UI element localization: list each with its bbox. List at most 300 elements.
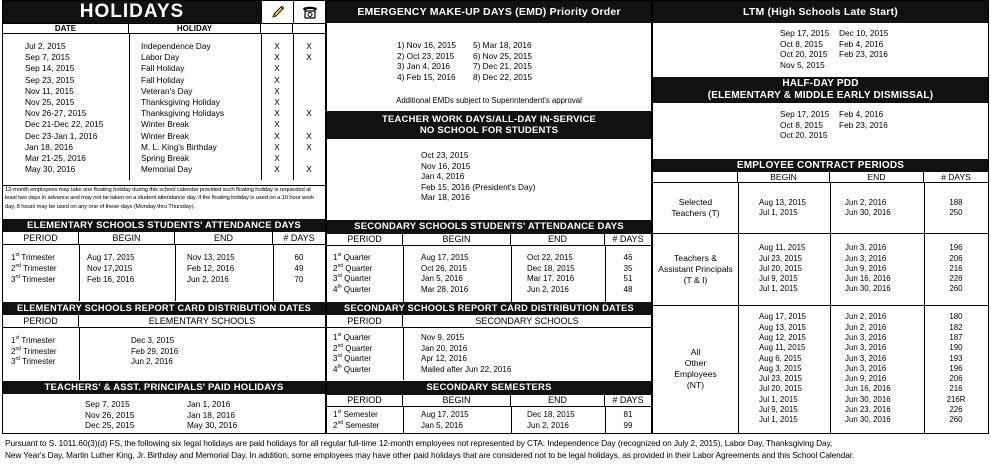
- pencil-mark: X: [274, 130, 280, 141]
- teacher-work-dates: [421, 150, 641, 203]
- begin-date: Aug 17, 2015: [421, 253, 469, 262]
- period-label: [333, 285, 403, 294]
- contract-title: EMPLOYEE CONTRACT PERIODS: [653, 159, 988, 172]
- holiday-name: Thanksgiving Holiday: [141, 97, 220, 107]
- period-suffix: st: [15, 335, 20, 341]
- holiday-date: Sep 14, 2015: [25, 63, 75, 74]
- teacher-work-title: [327, 111, 651, 139]
- period-number: 2: [11, 264, 16, 273]
- pencil-mark: X: [274, 164, 280, 175]
- period-suffix: st: [337, 409, 342, 415]
- day-count: 81: [623, 410, 633, 419]
- period-number: 1: [11, 336, 16, 345]
- period-name: Semester: [343, 420, 380, 430]
- hdr-end: END: [511, 234, 605, 245]
- period-label: [333, 354, 403, 363]
- period-label: [11, 347, 79, 356]
- holiday-date: Jan 18, 2016: [25, 141, 73, 152]
- pencil-mark: X: [274, 85, 280, 96]
- hdr-end: END: [511, 395, 605, 406]
- end-date: Jun 9, 2016: [845, 263, 887, 273]
- period-suffix: th: [337, 363, 342, 370]
- report-date: Apr 12, 2016: [421, 354, 467, 363]
- emd-list-right: [473, 40, 563, 82]
- list-item: Jan 18, 2016: [187, 409, 235, 420]
- pencil-mark: X: [274, 153, 280, 163]
- sec-report-rows: [327, 328, 651, 380]
- end-date: Feb 12, 2016: [187, 264, 235, 273]
- report-date: Mailed after Jun 22, 2016: [421, 364, 512, 374]
- period-name: Trimester: [19, 357, 56, 366]
- sec-semesters-title: SECONDARY SEMESTERS: [327, 381, 651, 395]
- period-name: Quarter: [341, 333, 371, 342]
- day-count: 51: [623, 274, 633, 283]
- list-item: Jan 1, 2016: [187, 399, 231, 409]
- list-item: Dec 25, 2015: [85, 420, 135, 430]
- hdr-begin: BEGIN: [738, 172, 830, 182]
- begin-date: Aug 3, 2015: [759, 363, 802, 373]
- list-item: 6) Nov 25, 2015: [473, 50, 533, 61]
- period-number: 2: [333, 343, 338, 353]
- col-phone: [293, 24, 325, 33]
- pencil-mark: X: [274, 97, 280, 107]
- pencil-icon: [270, 4, 286, 20]
- list-item: Sep 7, 2015: [85, 399, 130, 409]
- period-label: [333, 410, 403, 419]
- end-date: Jun 3, 2016: [845, 353, 887, 363]
- period-number: 4: [333, 364, 338, 374]
- period-label: [11, 336, 79, 345]
- employee-group-label: [653, 347, 738, 391]
- sec-report-headers: [327, 315, 651, 328]
- phone-mark: X: [306, 52, 312, 63]
- day-count: 250: [949, 208, 963, 217]
- half-day-list-right: [839, 109, 909, 130]
- holiday-date: May 30, 2016: [25, 164, 76, 175]
- end-date: Jun 16, 2016: [845, 384, 891, 394]
- period-name: Semester: [341, 410, 378, 419]
- elem-report-rows: [3, 328, 325, 380]
- group-divider: [653, 233, 988, 234]
- holiday-date: Sep 7, 2015: [25, 52, 70, 63]
- end-date: Jun 3, 2016: [845, 363, 887, 373]
- begin-date: Jan 5, 2016: [421, 420, 463, 430]
- holidays-title: HOLIDAYS: [3, 1, 261, 23]
- day-count: 188: [949, 197, 963, 207]
- end-date: Mar 17, 2016: [527, 274, 575, 283]
- list-item: 3) Jan 4, 2016: [397, 61, 451, 71]
- period-label: [11, 264, 79, 273]
- holiday-name: Winter Break: [141, 130, 189, 141]
- hdr-period: PERIOD: [327, 234, 403, 245]
- period-label: [333, 264, 403, 273]
- hdr-blank: [653, 172, 738, 182]
- pencil-mark: X: [274, 74, 280, 85]
- begin-date: Aug 17, 2015: [87, 253, 135, 262]
- elem-attendance-headers: [3, 232, 325, 245]
- day-count: 180: [949, 312, 963, 322]
- list-item: Feb 23, 2016: [839, 49, 888, 59]
- end-date: Jun 2, 2016: [527, 284, 569, 294]
- period-suffix: st: [15, 252, 20, 258]
- begin-date: Aug 11, 2015: [759, 243, 806, 253]
- holiday-date: Jul 2, 2015: [25, 41, 66, 51]
- column-middle: [326, 0, 652, 434]
- holidays-list: [3, 34, 325, 180]
- begin-date: Feb 16, 2016: [87, 275, 135, 284]
- pencil-mark: X: [274, 52, 280, 63]
- holiday-name: M. L. King's Birthday: [141, 141, 217, 152]
- day-count: 260: [949, 415, 963, 425]
- holidays-col-headers: [3, 23, 325, 34]
- phone-mark: X: [306, 141, 312, 152]
- phone-icon: [301, 4, 319, 20]
- half-day-title-line1: HALF-DAY PDD: [782, 78, 859, 89]
- period-suffix: nd: [337, 342, 344, 349]
- holiday-date: Sep 23, 2015: [25, 74, 75, 85]
- paid-holidays-right: [187, 399, 277, 431]
- begin-date: Aug 17, 2015: [421, 410, 469, 419]
- period-suffix: nd: [337, 419, 344, 426]
- col-holiday: HOLIDAY: [129, 24, 261, 33]
- holiday-name: Winter Break: [141, 119, 189, 130]
- day-count: 196: [949, 363, 963, 373]
- period-number: 3: [11, 275, 16, 284]
- list-item: Nov 16, 2015: [421, 160, 471, 171]
- pencil-mark: X: [274, 141, 280, 152]
- day-count: 260: [949, 284, 963, 294]
- teacher-work-title-line2: NO SCHOOL FOR STUDENTS: [419, 125, 559, 136]
- list-item: Feb 23, 2016: [839, 119, 888, 130]
- period-number: 3: [333, 354, 338, 363]
- sec-attendance-headers: [327, 234, 651, 246]
- report-date: Jun 2, 2016: [131, 357, 173, 366]
- footer-line-2: New Year's Day, Martin Luther King, Jr. Birthday and Memorial Day. In addition, some employees may have other paid holidays that are considered not to be legal holidays, as provided in their Labor Agreements and this School Calendar.: [5, 449, 855, 460]
- column-left: [2, 0, 326, 434]
- sec-attendance-rows: [327, 246, 651, 302]
- begin-date: Aug 13, 2015: [759, 322, 806, 332]
- floating-holiday-note: 12-month employees may take one floating holiday during this school calendar provided such floating holiday is requested at least two days in advance and may not be taken on a student attendance day. If the floating holiday is used on a 10 hour work day, 8 hours may be used on any one of these days (Monday thru Thursday).: [3, 185, 325, 219]
- half-day-title-line2: (ELEMENTARY & MIDDLE EARLY DISMISSAL): [707, 89, 934, 101]
- phone-mark: X: [306, 164, 312, 175]
- sec-semesters-headers: [327, 395, 651, 407]
- holiday-name: Thanksgiving Holidays: [141, 108, 225, 119]
- label-line: Teachers (T): [671, 208, 720, 218]
- list-item: Jan 4, 2016: [421, 171, 465, 181]
- phone-mark: X: [306, 130, 312, 141]
- day-count: 187: [949, 332, 963, 342]
- period-number: 2: [333, 263, 338, 273]
- day-count: 190: [949, 343, 963, 353]
- begin-date: Jan 5, 2016: [421, 274, 463, 283]
- period-number: 4: [333, 284, 338, 294]
- report-date: Nov 9, 2015: [421, 333, 465, 342]
- holidays-header: [3, 1, 325, 23]
- list-item: 5) Mar 18, 2016: [473, 40, 532, 50]
- day-count: 226: [949, 274, 963, 284]
- day-count: 49: [294, 264, 304, 273]
- hdr-secondary-schools: SECONDARY SCHOOLS: [475, 316, 579, 326]
- label-line: Employees: [674, 369, 717, 379]
- period-label: [333, 421, 403, 430]
- end-date: Jun 3, 2016: [845, 253, 887, 263]
- column-right: [652, 0, 989, 434]
- hdr-days: # DAYS: [612, 234, 644, 244]
- begin-date: Jul 1, 2015: [759, 415, 798, 425]
- end-date: Nov 13, 2015: [187, 253, 235, 262]
- period-label: [333, 253, 403, 262]
- list-item: Oct 20, 2015: [780, 49, 828, 59]
- period-suffix: nd: [15, 263, 22, 269]
- period-name: Quarter: [341, 354, 372, 363]
- period-suffix: rd: [15, 274, 20, 280]
- end-date: Jun 3, 2016: [845, 343, 887, 353]
- hdr-period: PERIOD: [327, 395, 403, 406]
- begin-date: Aug 17, 2015: [759, 312, 806, 322]
- period-name: Quarter: [341, 364, 371, 374]
- end-date: Jun 16, 2016: [845, 274, 891, 284]
- list-item: 4) Feb 15, 2016: [397, 71, 456, 82]
- day-count: 48: [623, 284, 633, 294]
- employee-group-label: [653, 197, 738, 219]
- day-count: 206: [949, 253, 963, 263]
- period-name: Trimester: [19, 275, 56, 284]
- holiday-name: Fall Holiday: [141, 63, 185, 74]
- report-date: Jan 20, 2016: [421, 343, 468, 353]
- begin-date: Jul 1, 2015: [759, 284, 798, 294]
- hdr-days: # DAYS: [612, 395, 644, 405]
- begin-date: Jul 1, 2015: [759, 394, 798, 404]
- elem-report-title: ELEMENTARY SCHOOLS REPORT CARD DISTRIBUTION DATES: [3, 302, 325, 315]
- label-line: (T & I): [683, 274, 708, 285]
- holiday-name: Veteran's Day: [141, 85, 193, 96]
- label-line: All: [690, 347, 701, 357]
- period-label: [11, 275, 79, 284]
- emd-note: Additional EMDs subject to Superintendent's approval: [396, 96, 582, 105]
- end-date: Jun 30, 2016: [845, 284, 891, 294]
- begin-date: Aug 13, 2015: [759, 197, 806, 207]
- list-item: Nov 5, 2015: [780, 59, 825, 70]
- hdr-begin: BEGIN: [403, 234, 511, 245]
- holiday-name: Fall Holiday: [141, 74, 185, 85]
- list-item: Oct 23, 2015: [421, 150, 469, 160]
- period-suffix: rd: [337, 353, 342, 359]
- employee-group-label: [653, 253, 738, 286]
- footer-line-1: Pursuant to S. 1011.60(3)(d) FS, the following six legal holidays are paid holidays for all regular full-time 12-month employees not represented by CTA: Independence Day (recognized on July 2, 2015), Labor Day, Thanksgiving Day,: [5, 438, 833, 448]
- period-name: Quarter: [341, 274, 372, 283]
- end-date: Jun 2, 2016: [187, 275, 229, 284]
- holiday-date: Nov 11, 2015: [25, 85, 74, 96]
- hdr-period: PERIOD: [3, 232, 79, 244]
- period-suffix: rd: [15, 356, 20, 362]
- pencil-mark: X: [274, 119, 280, 130]
- hdr-begin: BEGIN: [403, 395, 511, 406]
- end-date: Dec 18, 2015: [527, 263, 575, 273]
- period-number: 1: [333, 253, 338, 262]
- begin-date: Jul 20, 2015: [759, 263, 802, 273]
- day-count: 60: [294, 253, 304, 262]
- half-day-title: [653, 77, 988, 103]
- day-count: 182: [949, 322, 963, 332]
- list-item: Dec 10, 2015: [839, 28, 889, 38]
- period-name: Quarter: [343, 263, 373, 273]
- hdr-end: END: [830, 172, 924, 182]
- hdr-begin: BEGIN: [79, 232, 175, 244]
- period-suffix: th: [337, 283, 342, 290]
- day-count: 35: [623, 263, 633, 273]
- list-item: Nov 26, 2015: [85, 409, 135, 420]
- col-pencil: [261, 24, 293, 33]
- phone-mark: X: [306, 108, 312, 119]
- period-name: Trimester: [21, 264, 57, 273]
- holiday-date: Nov 26-27, 2015: [25, 108, 87, 119]
- begin-date: Mar 28, 2016: [421, 284, 469, 294]
- period-suffix: nd: [337, 262, 344, 269]
- holiday-name: Memorial Day: [141, 164, 193, 175]
- list-item: 1) Nov 16, 2015: [397, 40, 457, 50]
- emd-title: EMERGENCY MAKE-UP DAYS (EMD) Priority Order: [327, 1, 651, 23]
- period-label: [333, 274, 403, 283]
- list-item: Oct 8, 2015: [780, 38, 823, 49]
- list-item: Oct 8, 2015: [780, 119, 823, 130]
- begin-date: Nov 17,2015: [87, 264, 133, 273]
- day-count: 216: [949, 384, 963, 394]
- begin-date: Oct 26, 2015: [421, 263, 467, 273]
- period-label: [333, 365, 403, 374]
- holiday-date: Dec 23-Jan 1, 2016: [25, 130, 98, 141]
- period-number: 3: [11, 357, 16, 366]
- day-count: 216R: [946, 394, 966, 404]
- ltm-list-right: [839, 28, 909, 60]
- report-date: Feb 29, 2016: [131, 346, 179, 356]
- period-number: 1: [333, 333, 338, 342]
- holiday-name: Labor Day: [141, 52, 180, 63]
- end-date: Oct 22, 2015: [527, 253, 573, 262]
- period-name: Quarter: [341, 253, 371, 262]
- list-item: Feb 15, 2016 (President's Day): [421, 181, 536, 192]
- sec-semesters-rows: [327, 407, 651, 433]
- ltm-title: LTM (High Schools Late Start): [653, 1, 988, 23]
- period-label: [333, 344, 403, 353]
- footer-note: [5, 438, 989, 461]
- end-date: Jun 2, 2016: [845, 312, 887, 322]
- day-count: 193: [949, 353, 963, 363]
- begin-date: Jul 23, 2015: [759, 374, 802, 384]
- elem-report-headers: [3, 315, 325, 328]
- period-number: 2: [333, 420, 338, 430]
- label-line: Other: [684, 358, 707, 368]
- pencil-column-header: [261, 1, 293, 23]
- list-item: Sep 17, 2015: [780, 109, 830, 119]
- period-number: 2: [11, 346, 16, 356]
- label-line: Selected: [678, 197, 713, 207]
- list-item: 2) Oct 23, 2015: [397, 50, 455, 61]
- begin-date: Jul 23, 2015: [759, 253, 802, 263]
- day-count: 216: [949, 263, 963, 273]
- hdr-elementary-schools: ELEMENTARY SCHOOLS: [148, 316, 256, 326]
- end-date: Jun 3, 2016: [845, 243, 887, 253]
- end-date: Jun 2, 2016: [845, 322, 887, 332]
- list-item: Feb 4, 2016: [839, 38, 884, 49]
- end-date: Jun 9, 2016: [845, 374, 887, 384]
- hdr-period: PERIOD: [327, 315, 403, 327]
- list-item: May 30, 2016: [187, 420, 238, 430]
- label-line: (NT): [686, 380, 705, 390]
- begin-date: Aug 12, 2015: [759, 332, 806, 342]
- day-count: 99: [623, 420, 633, 430]
- period-name: Trimester: [19, 253, 55, 262]
- pencil-mark: X: [274, 63, 280, 74]
- teacher-work-title-line1: TEACHER WORK DAYS/ALL-DAY IN-SERVICE: [381, 114, 597, 125]
- period-suffix: rd: [337, 273, 342, 279]
- period-label: [333, 333, 403, 342]
- begin-date: Jul 9, 2015: [759, 274, 798, 284]
- day-count: 196: [949, 243, 963, 253]
- holiday-date: Dec 21-Dec 22, 2015: [25, 119, 104, 130]
- period-suffix: nd: [15, 345, 22, 352]
- day-count: 206: [949, 374, 963, 384]
- period-name: Quarter: [343, 343, 373, 353]
- period-name: Trimester: [19, 336, 55, 345]
- holiday-name: Spring Break: [141, 153, 189, 163]
- list-item: Sep 17, 2015: [780, 28, 830, 38]
- period-name: Trimester: [21, 346, 57, 356]
- end-date: Jun 30, 2016: [845, 415, 891, 425]
- group-divider: [653, 305, 988, 306]
- paid-holidays-title: TEACHERS' & ASST. PRINCIPALS' PAID HOLIDAYS: [3, 381, 325, 394]
- day-count: 226: [949, 405, 963, 415]
- end-date: Dec 18, 2015: [527, 410, 575, 419]
- day-count: 46: [623, 253, 633, 262]
- list-item: 7) Dec 21, 2015: [473, 61, 533, 71]
- period-name: Quarter: [341, 284, 371, 294]
- period-suffix: st: [337, 332, 342, 338]
- sec-attendance-title: SECONDARY SCHOOLS STUDENTS' ATTENDANCE DAYS: [327, 220, 651, 234]
- elem-attendance-rows: [3, 245, 325, 301]
- list-item: Feb 4, 2016: [839, 109, 884, 119]
- phone-column-header: [293, 1, 325, 23]
- end-date: Jun 30, 2016: [845, 394, 891, 404]
- hdr-days: # DAYS: [283, 233, 315, 243]
- period-number: 1: [11, 253, 16, 262]
- pencil-mark: X: [274, 108, 280, 119]
- begin-date: Aug 11, 2015: [759, 343, 806, 353]
- report-date: Dec 3, 2015: [131, 336, 175, 345]
- day-count: 70: [294, 275, 304, 284]
- sec-report-title: SECONDARY SCHOOLS REPORT CARD DISTRIBUTION DATES: [327, 302, 651, 315]
- end-date: Jun 2, 2016: [527, 420, 569, 430]
- hdr-days: # DAYS: [941, 172, 971, 182]
- paid-holidays-left: [85, 399, 175, 431]
- end-date: Jun 23, 2016: [845, 405, 891, 415]
- holiday-date: Nov 25, 2015: [25, 97, 75, 107]
- hdr-period: PERIOD: [3, 315, 79, 327]
- end-date: Jun 3, 2016: [845, 332, 887, 342]
- period-number: 3: [333, 274, 338, 283]
- hdr-end: END: [175, 232, 273, 244]
- label-line: Assistant Principals: [658, 263, 733, 274]
- period-label: [11, 357, 79, 366]
- contract-body: [653, 183, 988, 433]
- elem-attendance-title: ELEMENTARY SCHOOLS STUDENTS' ATTENDANCE DAYS: [3, 219, 325, 232]
- end-date: Jun 2, 2016: [845, 197, 887, 207]
- contract-headers: [653, 172, 988, 183]
- label-line: Teachers &: [674, 252, 717, 263]
- period-number: 1: [333, 410, 338, 419]
- list-item: Oct 20, 2015: [780, 130, 828, 140]
- list-item: Mar 18, 2016: [421, 192, 470, 202]
- pencil-mark: X: [274, 41, 280, 51]
